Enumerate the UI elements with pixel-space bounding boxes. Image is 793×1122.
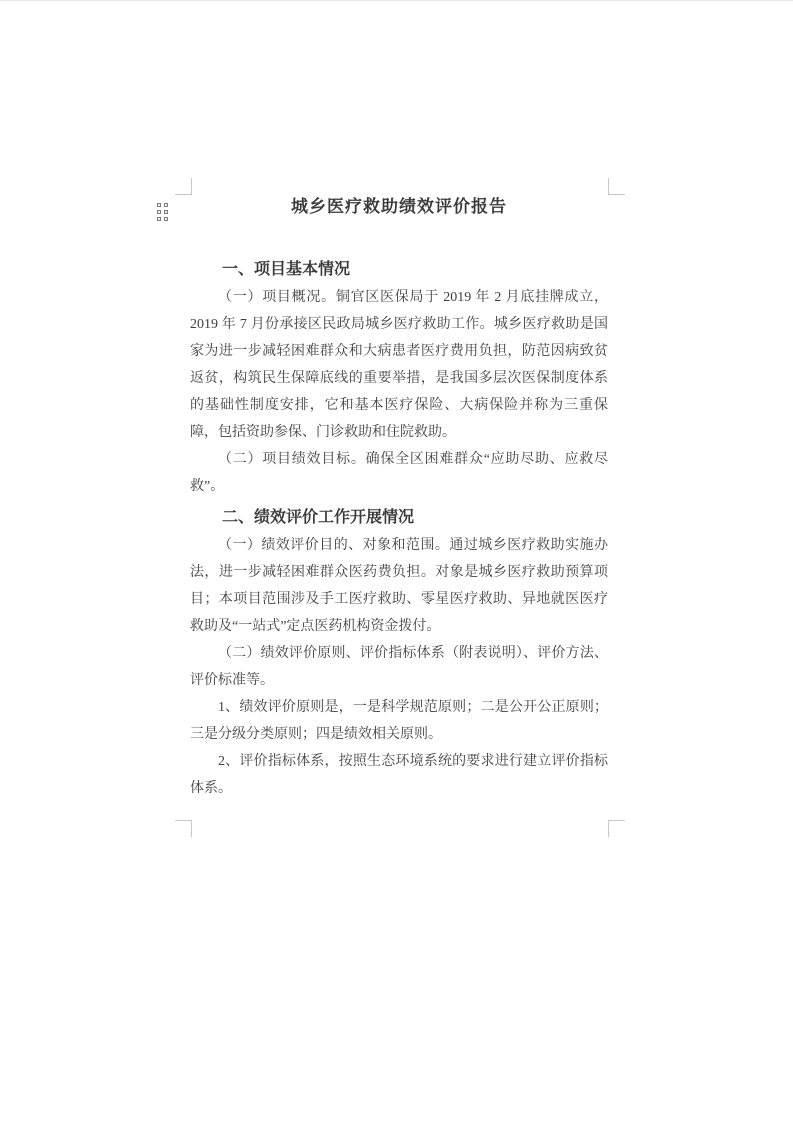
crop-mark-bottom-left-icon (175, 820, 192, 837)
section-heading-evaluation-work: 二、绩效评价工作开展情况 (222, 509, 415, 526)
drag-handle-dot (157, 217, 161, 221)
paragraph-indicator-system: 2、评价指标体系，按照生态环境系统的要求进行建立评价指标体系。 (190, 754, 608, 796)
paragraph-project-goal: （二）项目绩效目标。确保全区困难群众“应助尽助、应救尽救”。 (190, 452, 608, 494)
document-title: 城乡医疗救助绩效评价报告 (291, 197, 507, 216)
drag-handle-dot (157, 203, 161, 207)
drag-handle-dot (157, 210, 161, 214)
crop-mark-bottom-right-icon (608, 820, 625, 837)
crop-mark-top-right-icon (608, 178, 625, 195)
drag-handle-dot (164, 210, 168, 214)
section-heading-project-basics: 一、项目基本情况 (222, 261, 351, 278)
drag-handle-dot (164, 217, 168, 221)
drag-handle-icon[interactable] (157, 203, 168, 221)
document-content (190, 190, 608, 802)
paragraph-evaluation-principles-intro: （二）绩效评价原则、评价指标体系（附表说明）、评价方法、评价标准等。 (190, 646, 608, 688)
paragraph-project-overview: （一）项目概况。铜官区医保局于 2019 年 2 月底挂牌成立，2019 年 7 月份承接区民政局城乡医疗救助工作。城乡医疗救助是国家为进一步减轻困难群众和大病患者医疗费用负担，防范因病致贫返贫，构筑民生保障底线的重要举措，是我国多层次医保制度体系的基础性制度安排，它和基本医疗保险、大病保险并称为三重保障，包括资助参保、门诊救助和住院救助。 (190, 290, 608, 440)
drag-handle-dot (164, 203, 168, 207)
window-top-edge (0, 0, 793, 1)
paragraph-evaluation-scope: （一）绩效评价目的、对象和范围。通过城乡医疗救助实施办法，进一步减轻困难群众医药费负担。对象是城乡医疗救助预算项目；本项目范围涉及手工医疗救助、零星医疗救助、异地就医医疗救助及“一站式”定点医药机构资金拨付。 (190, 538, 608, 634)
paragraph-evaluation-principles-list: 1、绩效评价原则是，一是科学规范原则；二是公开公正原则；三是分级分类原则；四是绩效相关原则。 (190, 700, 608, 742)
